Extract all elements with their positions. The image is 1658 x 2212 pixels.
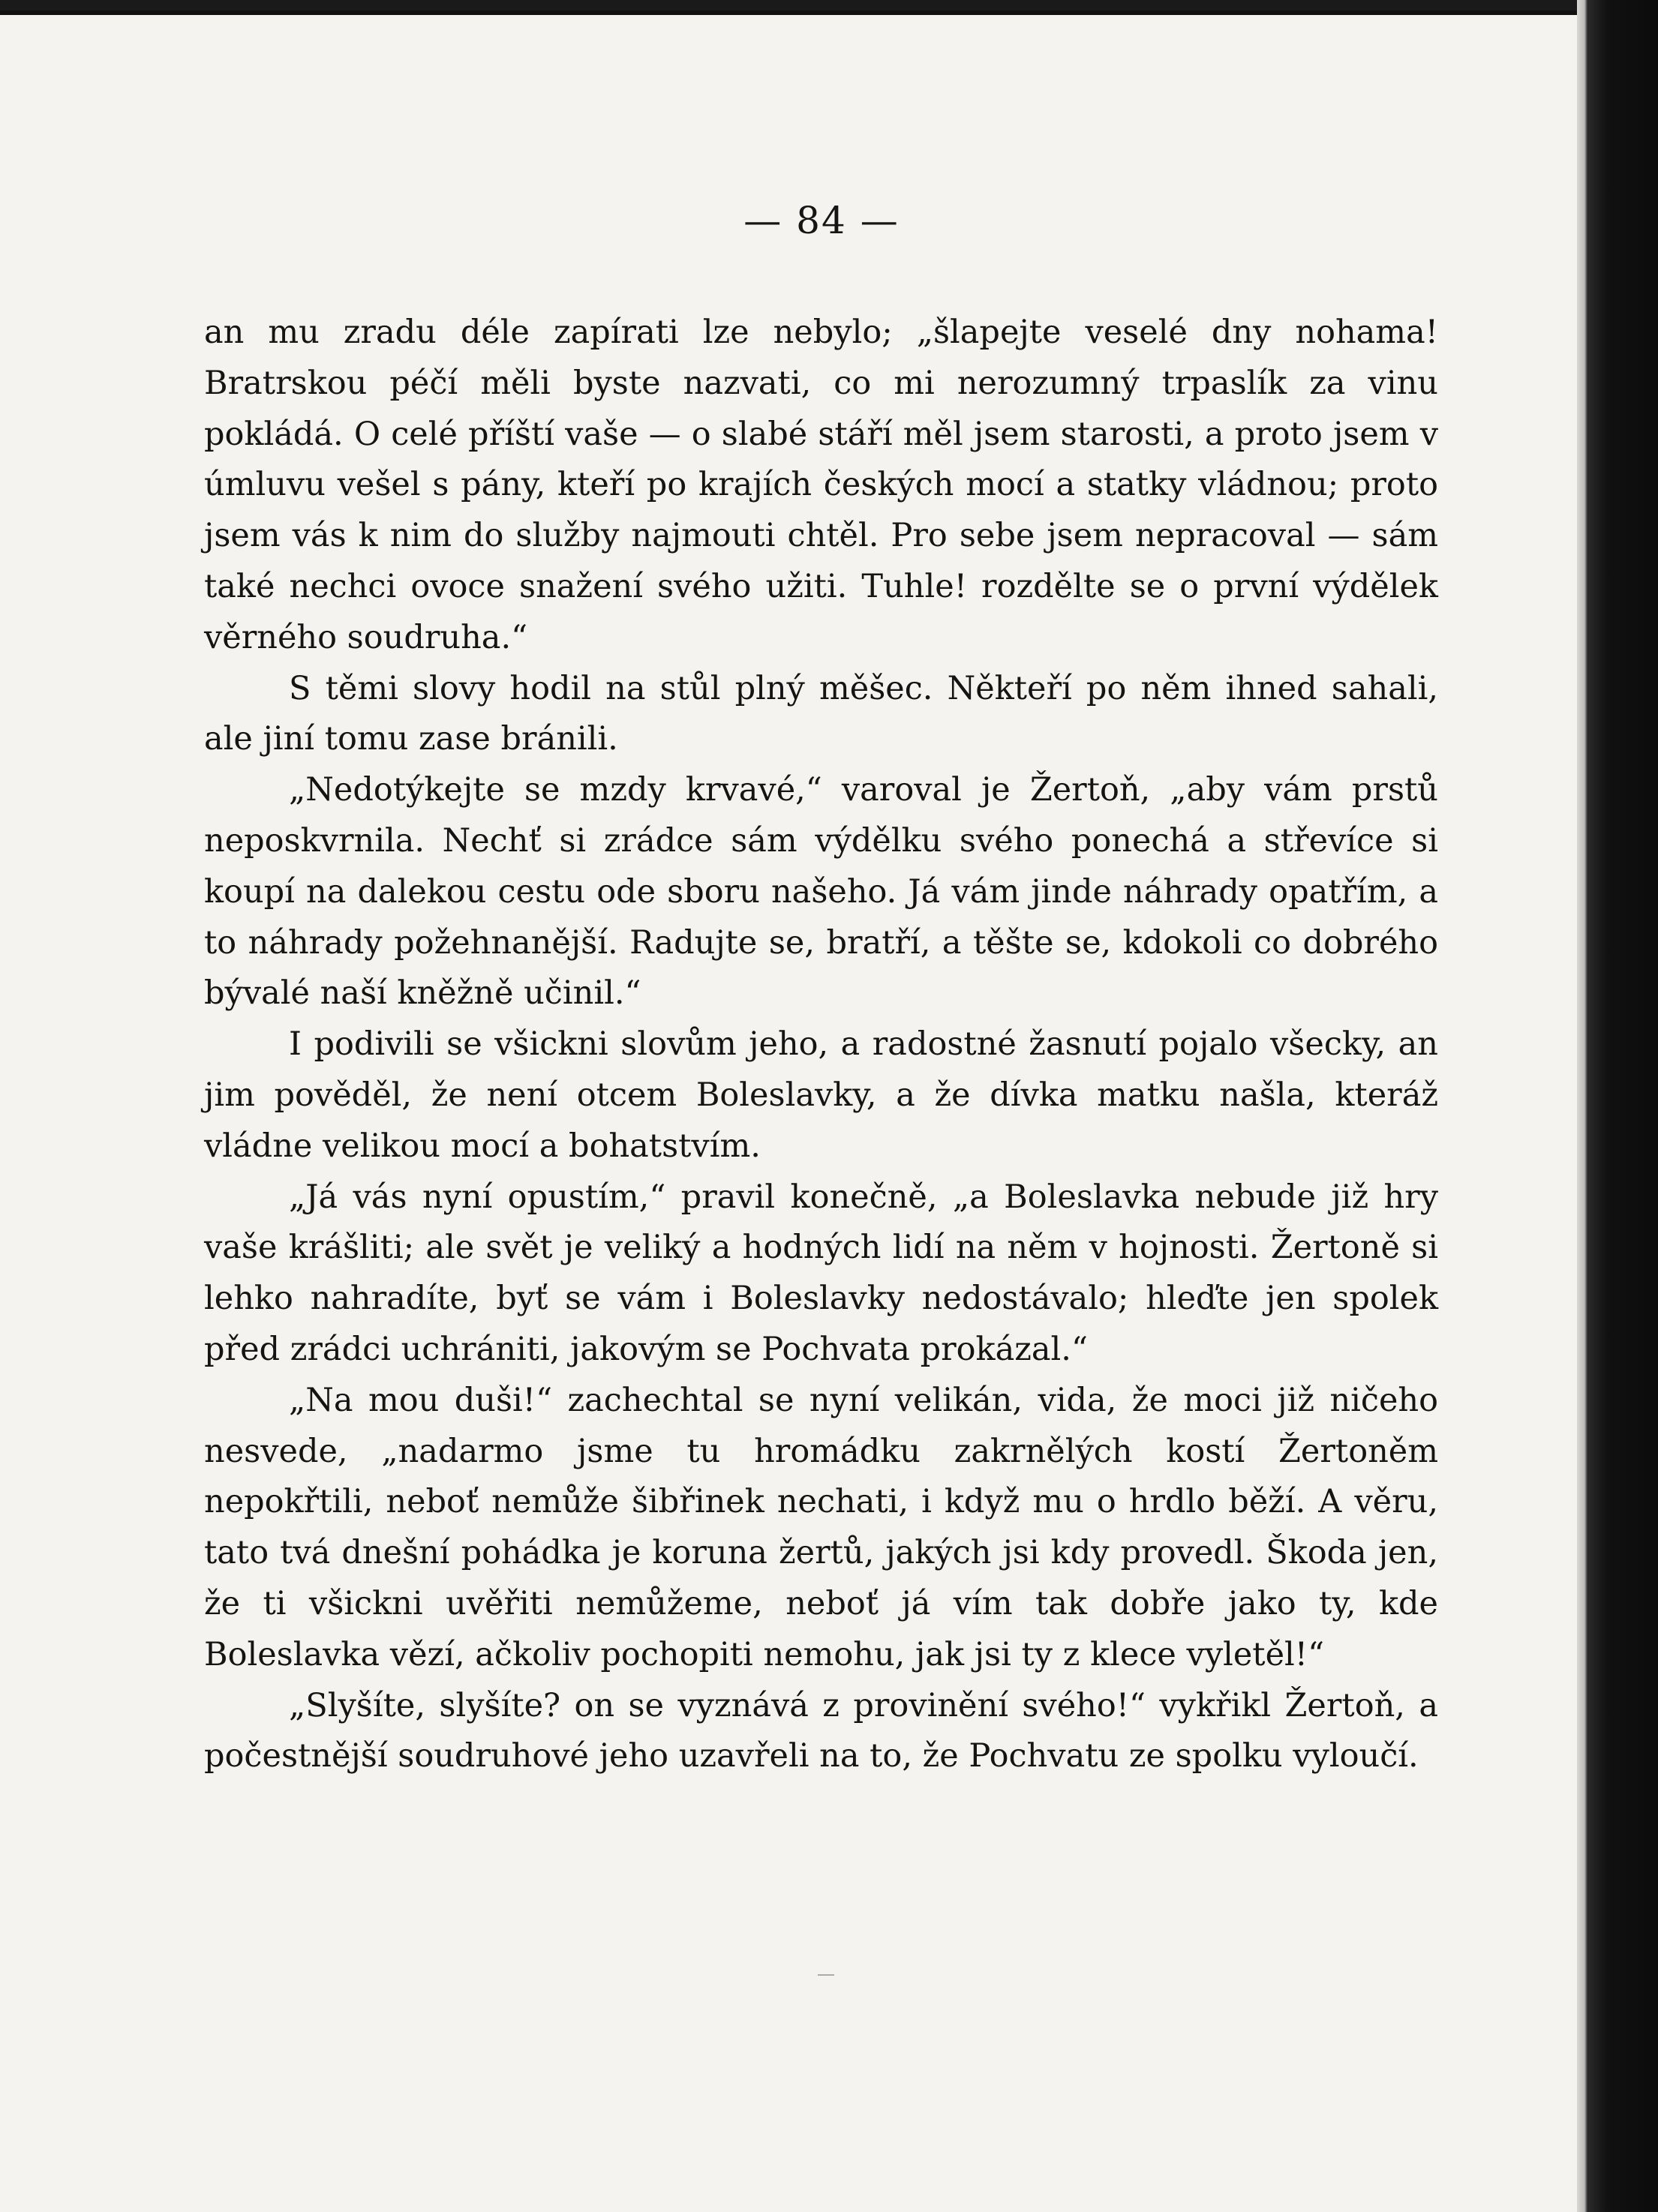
book-page bbox=[0, 11, 1577, 2212]
paragraph-5: „Já vás nyní opustím,“ pravil konečně, „a Boleslavka nebude již hry vaše krášliti; ale svět je veliký a hodných lidí na něm v hojnosti. Žertoně si lehko nahradíte, byť se vám i Boleslavky nedostávalo; hleďte jen spolek před zrádci uchrániti, jakovým se Pochvata prokázal.“ bbox=[204, 1178, 1438, 1368]
paragraph-2: S těmi slovy hodil na stůl plný měšec. Někteří po něm ihned sahali, ale jiní tomu zase bránili. bbox=[204, 669, 1438, 758]
paragraph-7: „Slyšíte, slyšíte? on se vyznává z provinění svého!“ vykřikl Žertoň, a počestnější soudruhové jeho uzavřeli na to, že Pochvatu ze spolku vyloučí. bbox=[204, 1686, 1438, 1775]
stray-mark bbox=[818, 1974, 834, 1976]
page-number: — 84 — bbox=[743, 199, 900, 242]
body-text bbox=[204, 308, 1438, 1782]
book-spine-edge bbox=[1577, 0, 1658, 2212]
paragraph-3: „Nedotýkejte se mzdy krvavé,“ varoval je Žertoň, „aby vám prstů neposkvrnila. Nechť si zrádce sám výdělku svého ponechá a střevíce si koupí na dalekou cestu ode sboru našeho. Já vám jinde náhrady opatřím, a to náhrady požehnanější. Radujte se, bratří, a těšte se, kdokoli co dobrého bývalé naší kněžně učinil.“ bbox=[204, 771, 1438, 1013]
paragraph-1: an mu zradu déle zapírati lze nebylo; „šlapejte veselé dny nohama! Bratrskou péčí měli byste nazvati, co mi nerozumný trpaslík za vinu pokládá. O celé příští vaše — o slabé stáří měl jsem starosti, a proto jsem v úmluvu vešel s pány, kteří po krajích českých mocí a statky vládnou; proto jsem vás k nim do služby najmouti chtěl. Pro sebe jsem nepracoval — sám také nechci ovoce snažení svého užiti. Tuhle! rozdělte se o první výdělek věrného soudruha.“ bbox=[204, 314, 1438, 656]
paragraph-4: I podivili se všickni slovům jeho, a radostné žasnutí pojalo všecky, an jim pověděl, že není otcem Boleslavky, a že dívka matku našla, kteráž vládne velikou mocí a bohatstvím. bbox=[204, 1025, 1438, 1165]
paragraph-6: „Na mou duši!“ zachechtal se nyní velikán, vida, že moci již ničeho nesvede, „nadarmo jsme tu hromádku zakrnělých kostí Žertoněm nepokřtili, neboť nemůže šibřinek nechati, i když mu o hrdlo běží. A věru, tato tvá dnešní pohádka je koruna žertů, jakých jsi kdy provedl. Škoda jen, že ti všickni uvěřiti nemůžeme, neboť já vím tak dobře jako ty, kde Boleslavka vězí, ačkoliv pochopiti nemohu, jak jsi ty z klece vyletěl!“ bbox=[204, 1381, 1438, 1673]
